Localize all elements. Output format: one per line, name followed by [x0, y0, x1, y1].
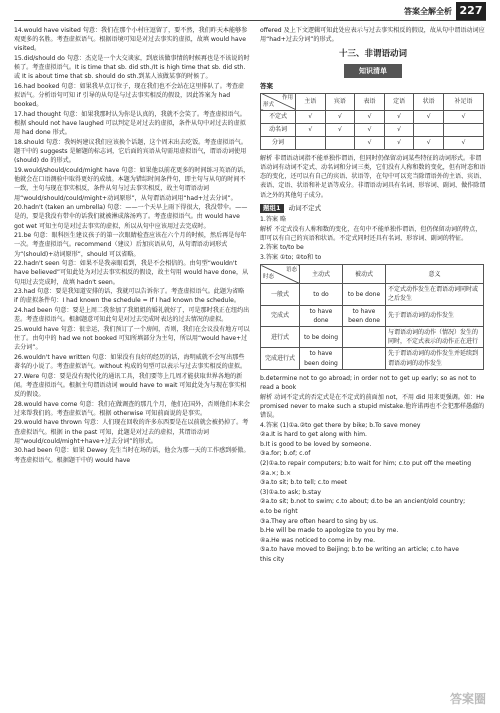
answer-paragraph: 18.should 句意：我妈妈建议我们应该换个话题，这个周末出去吃饭。考查虚拟语气。题干中的 suggests 是解题的标志词，它后面的宾语从句需用虚拟语气，谓语动词使用(should) do 的形式。 [14, 139, 247, 165]
answer-line: ②a.It is hard to get along with him. [260, 431, 367, 439]
function-table [260, 93, 484, 150]
table-row [261, 284, 484, 305]
answer-paragraph: 30.had been 句意：如果 Dewey 先生当时在场的话，他会为那一天的工作感到骄傲。考查虚拟语气。根据题干中的 would have [14, 447, 250, 464]
answer-paragraph: 23.had 句意：要是我知道安排的话，我就可以告诉你了。考查虚拟语气。此题为省略 if 的虚拟条件句：I had known the schedule = If I had known the schedule。 [14, 288, 245, 305]
answer-line: ③a.to sit; b.to tell; c.to meet [260, 479, 347, 487]
topic-heading [260, 204, 486, 213]
answer-line: (3)①a.to ask; b.stay [260, 488, 321, 496]
knowledge-list-banner: 知识清单 [344, 64, 402, 78]
answer-line: ④a.He was noticed to come in by me. [260, 536, 376, 544]
answer-text: 3.答案 ①to; ②to和 to [260, 254, 322, 262]
cell: √ [355, 110, 385, 123]
cell [343, 327, 386, 348]
answer-4-block [260, 421, 486, 565]
answer-paragraph: 14.would have visited 句意：我们在那个小村庄逗留了，要不然，我们昨天本能够参观更多的名胜。考查虚拟语气。根据语境可知是对过去事实的虚拟，故填 would have visited。 [14, 27, 248, 53]
header-rule [14, 20, 486, 21]
answer-paragraph: 28.would have come 句意：我们在做调查的那几个月，他们在国外，否则他们本来会过来帮我们的。考查虚拟语气。根据 otherwise 可知前面说的是事实。 [14, 400, 250, 417]
answer-paragraph: 19.would/should/could/might have 句意：如果他以前花更多的时间练习英语的话，他就会在口语测验中取得更好的成绩。本题为错综时间条件句，即主句与从句的时间不一致，主句与现在事实相反，条件从句与过去事实相反，故主句谓语动词用“would/should/could/might+动词原形”，从句谓语动词用“had+过去分词”。 [14, 167, 250, 202]
row-label: 一般式 [261, 284, 300, 305]
corner-bottom: 时态 [263, 274, 275, 281]
col-header: 主语 [296, 93, 326, 110]
col-header: 宾语 [325, 93, 355, 110]
cell: 先于谓语动词的动作发生并延续到谓语动词的动作发生 [386, 348, 484, 369]
answer-paragraph: 27.Were 句意：要是没有现代化的通讯工具，我们要等上几周才能获取世界各地的新闻。考查虚拟语气。根据主句谓语动词 would have to wait 可知此处为与现在事实相反的假设。 [14, 372, 247, 398]
answer-line: b.It is good to be loved by someone. [260, 440, 372, 448]
topic-badge: 题组1 [260, 204, 284, 213]
answer-text: 2.答案 to/to be [260, 244, 304, 252]
page-number: 227 [456, 2, 486, 20]
answer-paragraph: 20.hadn't (taken an umbrella) 句意：——一个天早上雨下得很大，我没带伞。——是的，要是我没有带伞的话我们就被淋成落汤鸡了。考查虚拟语气。由 would have got wet 可知主句是对过去事实的虚拟，所以从句中应该用过去完成时。 [14, 204, 248, 230]
answer-line: e.to be right [260, 507, 298, 515]
cell [443, 123, 483, 136]
page-header [0, 0, 500, 24]
answer-paragraph: 26.wouldn't have written 句意：如果没有良好的经历的话，海明威就不会写出那些著名的小说了。考查虚拟语气。without 构成的句型可以表示与过去事实相反的虚拟。 [14, 353, 247, 370]
col-header: 被动式 [343, 265, 386, 284]
cell: to have done [300, 305, 343, 326]
corner-top: 语态 [285, 267, 297, 274]
table-row [261, 305, 484, 326]
answer-line: (2)①a.to repair computers; b.to wait for him; c.to put off the meeting [260, 460, 472, 468]
cell: 不定式动作发生在谓语动词同时或之后发生 [386, 284, 484, 305]
col-header: 表语 [355, 93, 385, 110]
col-header: 主动式 [300, 265, 343, 284]
table-row [261, 327, 484, 348]
cell: √ [384, 123, 414, 136]
cell: √ [296, 123, 326, 136]
answer-line: ②a.×; b.× [260, 469, 292, 477]
cell: to have been done [343, 305, 386, 326]
cell: √ [384, 136, 414, 149]
table-row [261, 123, 484, 136]
col-header: 补足语 [443, 93, 483, 110]
table-row [261, 136, 484, 149]
explanation-text: 解析 非谓语动词指不能单独作谓语，但同时仍保留动词某些特征的动词形式。非谓语动词有动词不定式、动名词和分词三类，它们没有人称和数的变化，但有时态和语态的变化，还可以有自己的宾语、状语等，在句中可以充当除谓语外的主语、宾语、表语、定语、状语和补足语等成分。非谓语动词具有名词、形容词、副词、做作除谓语之外的其他句子成分。 [260, 154, 486, 199]
cell: to be done [343, 284, 386, 305]
explanation-text: 解析 不定式没有人称和数的变化，在句中不能单独作谓语，但仍保留动词的特点，即可以有自己的宾语和状语。不定式同时还具有名词、形容词、副词的特征。 [260, 225, 482, 242]
answer-paragraph: 16.had booked 句意：如果我早点订位子，现在我们也不会站在这里排队了。考查虚拟语气。分析语句可知 if 引导的从句是与过去事实相反的假设，因此答案为 had booked。 [14, 83, 245, 109]
answer-paragraph: 21.be 句意：眼科医生建议孩子的第一次眼睛检查应该在六个月的时候，然后再是每年一次。考查虚拟语气。recommend（建议）后加宾语从句，从句谓语动词形式为“(should)+动词原形”，should 可以省略。 [14, 232, 247, 258]
corner-top: 作用 [281, 94, 293, 101]
col-header: 定语 [384, 93, 414, 110]
header-title: 答案全解全析 [404, 7, 452, 16]
cell: √ [384, 110, 414, 123]
watermark-logo: 答案圈 [449, 692, 486, 706]
answer-paragraph: 25.would have 句意：很幸运，我们预订了一个房间，否则，我们在会议没有地方可以住了。由句中的 had we not booked 可知所填部分为主句，所以用“would have+过去分词”。 [14, 325, 250, 352]
answer-label: 答案 [260, 81, 273, 90]
col-header: 意义 [386, 265, 484, 284]
answer-text: b.determine not to go abroad; in order not to get up early; so as not to read a book [260, 374, 477, 392]
cell: √ [414, 110, 444, 123]
cell: √ [414, 136, 444, 149]
answer-paragraph: 17.had thought 句意：如果我那时认为你是认真的，我就不会笑了。考查虚拟语气。根据 should not have laughed 可以判定是对过去的虚拟，条件从句中对过去的虚拟用 had done 形式。 [14, 111, 246, 137]
answer-line: this city [260, 555, 285, 563]
row-label: 不定式 [261, 110, 296, 123]
answer-paragraph: 22.hadn't seen 句意：如果不是我亲眼看到，我是不会相信的。由句型“wouldn't have believed”可知此处为对过去事实相反的假设，故主句用 would have done，从句用过去完成时，故填 hadn't seen。 [14, 260, 249, 286]
row-label: 进行式 [261, 327, 300, 348]
table-row [261, 348, 484, 369]
row-label: 完成进行式 [261, 348, 300, 369]
row-label: 完成式 [261, 305, 300, 326]
cell: √ [443, 110, 483, 123]
answer-line: ②a.to sit; b.not to swim; c.to about; d.to be an ancient/old country; [260, 498, 466, 506]
right-column [260, 26, 486, 565]
answer-line: b.He will be made to apologize to you by me. [260, 527, 399, 535]
cell: to do [300, 284, 343, 305]
cell: √ [443, 136, 483, 149]
cell: √ [355, 123, 385, 136]
cell [325, 136, 355, 149]
section-title: 十三、非谓语动词 [338, 49, 407, 60]
cell [414, 123, 444, 136]
cell: √ [325, 110, 355, 123]
cell: √ [325, 123, 355, 136]
answer-line: ③a.They are often heard to sing by us. [260, 517, 379, 525]
cell: to have been doing [300, 348, 343, 369]
cell: 与谓语动词的动作（情况）发生的同时，不定式表示的动作正在进行 [386, 327, 484, 348]
answer-paragraph: 29.would have thrown 句意：人们现在回收的许多东西要是在以前就会被扔掉了。考查虚拟语气。根据 in the past 可知，此题是对过去的虚拟，其谓语动词用“would/could/might+have+过去分词”的形式。 [14, 419, 249, 445]
answer-line: ⑤a.to have moved to Beijing; b.to be writing an article; c.to have [260, 546, 459, 554]
right-continued-text: offered 及上下文逻辑可知此处应表示与过去事实相反的假设，故从句中谓语动词应用“had+过去分词”的形式。 [260, 27, 485, 44]
answer-paragraph: 15.did/should do 句意：杰克是一个大交谈家，到底该做事情的时候再也是不该说的时候了。考查虚拟语气。It is time that sb. did sth./It is high time that sb. did sth. 或 It is about time that sb. should do sth.到某人该做某事的时候了。 [14, 55, 250, 81]
cell: √ [296, 110, 326, 123]
col-header: 状语 [414, 93, 444, 110]
row-label: 动名词 [261, 123, 296, 136]
cell: 先于谓语动词的动作发生 [386, 305, 484, 326]
cell [296, 136, 326, 149]
infinitive-form-table [260, 264, 484, 370]
answer-paragraph: 24.had been 句意：要是上周二我参加了我姐姐的婚礼就好了，可是那时我正在纽约出差。考查虚拟语气。根据题意可知此句是对过去完成时表达的过去情况的虚拟。 [14, 307, 250, 324]
explanation-text: 解析 动词不定式的否定式是在不定式的前面加 not，不用 did 用来更强调。如：He promised never to make such a stupid mistake.他许诺再也不会犯那样愚蠢的错误。 [260, 393, 485, 420]
cell [343, 348, 386, 369]
left-column [14, 26, 250, 465]
corner-bottom: 形式 [263, 101, 275, 108]
answer-text: 1.答案 略 [260, 216, 287, 224]
row-label: 分词 [261, 136, 296, 149]
answer-line: 4.答案 (1)①a.②to get there by bike; b.To save money [260, 421, 421, 429]
table-corner [261, 265, 300, 284]
cell: √ [355, 136, 385, 149]
table-corner [261, 93, 296, 110]
cell: to be doing [300, 327, 343, 348]
topic-title: 动词不定式 [288, 203, 322, 212]
table-row [261, 110, 484, 123]
answer-line: ③a.for; b.of; c.of [260, 450, 311, 458]
